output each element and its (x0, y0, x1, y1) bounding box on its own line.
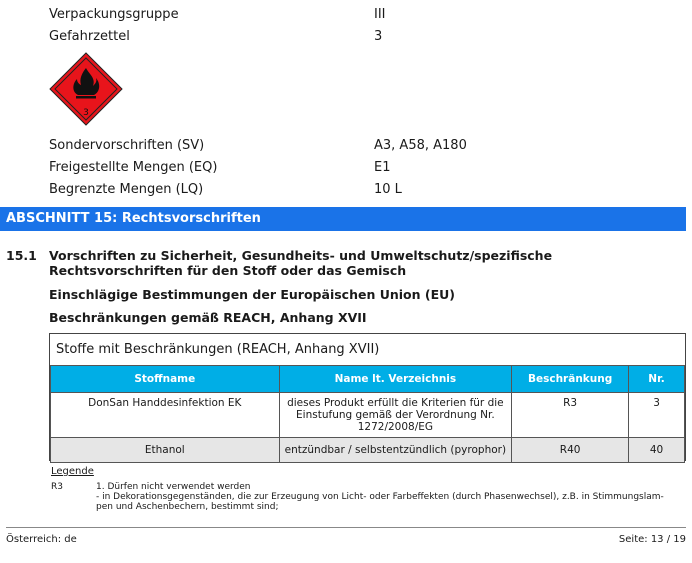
special-provisions-value: A3, A58, A180 (374, 138, 467, 153)
col-header-inventory-name: Name lt. Verzeichnis (279, 366, 512, 393)
pictogram-class-number: 3 (83, 108, 89, 118)
cell-substance-name: Ethanol (51, 438, 280, 463)
cell-inventory-name: dieses Produkt erfüllt die Kriterien für die Einstufung gemäß der Verordnung Nr. 1272/2008/EG (279, 393, 512, 438)
hazard-label-value: 3 (374, 29, 383, 44)
cell-number: 40 (629, 438, 685, 463)
table-header-row (51, 366, 685, 393)
legend (51, 466, 94, 477)
cell-number: 3 (629, 393, 685, 438)
flammable-diamond-icon (49, 52, 123, 126)
col-header-substance-name: Stoffname (51, 366, 280, 393)
limited-quantities-value: 10 L (374, 182, 402, 197)
cell-substance-name: DonSan Handdesinfektion EK (51, 393, 280, 438)
restrictions-table-caption: Stoffe mit Beschränkungen (REACH, Anhang XVII) (56, 342, 380, 357)
eu-regulations-heading: Einschlägige Bestimmungen der Europäischen Union (EU) (49, 287, 455, 302)
legend-line: pen und Aschenbechern, bestimmt sind; (96, 502, 279, 512)
legend-key: R3 (51, 482, 63, 492)
legend-line: 1. Dürfen nicht verwendet werden (96, 482, 251, 492)
table-row (51, 438, 685, 463)
col-header-restriction: Beschränkung (512, 366, 629, 393)
packing-group-value: III (374, 7, 386, 22)
restrictions-table (50, 365, 685, 463)
col-header-number: Nr. (629, 366, 685, 393)
excepted-quantities-value: E1 (374, 160, 391, 175)
reach-restrictions-heading: Beschränkungen gemäß REACH, Anhang XVII (49, 310, 367, 325)
legend-line: - in Dekorationsgegenständen, die zur Erzeugung von Licht- oder Farbeffekten (durch Phasenwechsel), z.B. in Stimmungslam- (96, 492, 664, 502)
packing-group-label: Verpackungsgruppe (49, 7, 179, 22)
excepted-quantities-label: Freigestellte Mengen (EQ) (49, 160, 218, 175)
subsection-number: 15.1 (6, 248, 37, 263)
cell-restriction: R3 (512, 393, 629, 438)
table-row (51, 393, 685, 438)
cell-inventory-name: entzündbar / selbstentzündlich (pyrophor) (279, 438, 512, 463)
hazard-label-label: Gefahrzettel (49, 29, 130, 44)
cell-restriction: R40 (512, 438, 629, 463)
limited-quantities-label: Begrenzte Mengen (LQ) (49, 182, 204, 197)
footer-country-language: Österreich: de (6, 534, 77, 545)
subsection-title: Vorschriften zu Sicherheit, Gesundheits- und Umweltschutz/spezifische Rechtsvorschriften für den Stoff oder das Gemisch (49, 248, 553, 278)
section-15-header: ABSCHNITT 15: Rechtsvorschriften (0, 207, 686, 231)
restrictions-table-box (49, 333, 686, 461)
footer-divider (6, 527, 686, 528)
special-provisions-label: Sondervorschriften (SV) (49, 138, 205, 153)
legend-text (96, 482, 688, 512)
footer-page-number: Seite: 13 / 19 (618, 534, 686, 545)
legend-title: Legende (51, 466, 94, 477)
